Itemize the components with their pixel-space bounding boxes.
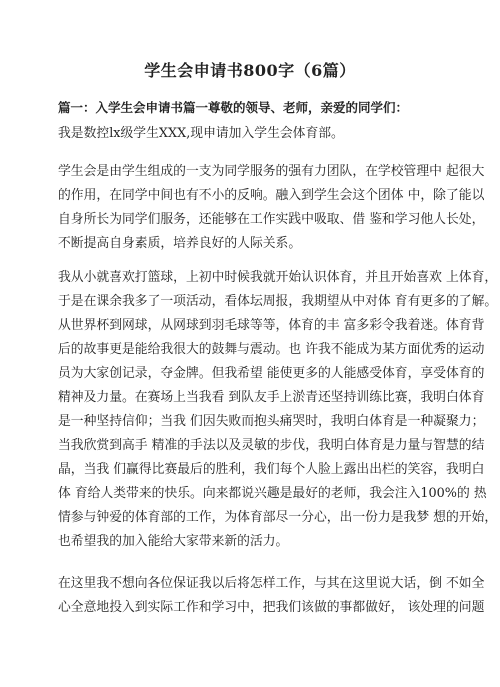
paragraph-line: 精神及力量。在赛场上当我看 到队友手上淤青还坚持训练比赛，我明白体育 [58, 390, 485, 405]
paragraph-line: 于是在课余我多了一项活动，看体坛周报，我期望从中对体 育有更多的了解。 [58, 294, 498, 309]
paragraph-line: 心全意地投入到实际工作和学习中，把我们该做的事都做好， 该处理的问题 [58, 600, 485, 615]
section-heading: 篇一：入学生会申请书篇一尊敬的领导、老师，亲爱的同学们： [58, 100, 409, 115]
paragraph-line: 的作用，在同学中间也有不小的反响。融入到学生会这个团体 中，除了能以 [58, 188, 485, 203]
paragraph-line: 不断提高自身素质，培养良好的人际关系。 [58, 236, 302, 251]
paragraph-line: 后的故事更是能给我很大的鼓舞与震动。也 许我不能成为某方面优秀的运动 [58, 342, 485, 357]
paragraph-line: 员为大家创记录，夺金牌。但我希望 能使更多的人能感受体育，享受体育的 [58, 366, 485, 381]
paragraph-line: 我从小就喜欢打篮球，上初中时候我就开始认识体育，并且开始喜欢 上体育， [58, 270, 498, 285]
paragraph-line: 晶，当我 们赢得比赛最后的胜利，我们每个人脸上露出出栏的笑容，我明白 [58, 462, 485, 477]
paragraph-line: 当我欣赏到高手 精准的手法以及灵敏的步伐，我明白体育是力量与智慧的结 [58, 438, 485, 453]
document-title: 学生会申请书800字（6篇） [144, 61, 356, 80]
paragraph-line: 我是数控lx级学生XXX,现申请加入学生会体育部。 [58, 126, 344, 141]
paragraph-intro [58, 122, 450, 146]
paragraph-commitment [58, 572, 485, 620]
paragraph-line: 情参与钟爱的体育部的工作，为体育部尽一分心，出一份力是我梦 想的开始， [58, 510, 498, 525]
paragraph-line: 从世界杯到网球，从网球到羽毛球等等，体育的丰 富多彩令我着迷。体育背 [58, 318, 485, 333]
paragraph-line: 体 育给人类带来的快乐。向来都说兴趣是最好的老师，我会注入100%的 热 [58, 486, 487, 501]
paragraph-student-union [58, 160, 485, 256]
paragraph-sports [58, 266, 498, 554]
paragraph-line: 也希望我的加入能给大家带来新的活力。 [58, 534, 289, 549]
paragraph-line: 是一种坚持信仰；当我 们因失败而抱头痛哭时，我明白体育是一种凝聚力； [58, 414, 485, 429]
paragraph-line: 自身所长为同学们服务，还能够在工作实践中吸取、借 鉴和学习他人长处， [58, 212, 485, 227]
paragraph-line: 学生会是由学生组成的一支为同学服务的强有力团队，在学校管理中 起很大 [58, 164, 485, 179]
paragraph-line: 在这里我不想向各位保证我以后将怎样工作，与其在这里说大话，倒 不如全 [58, 576, 485, 591]
